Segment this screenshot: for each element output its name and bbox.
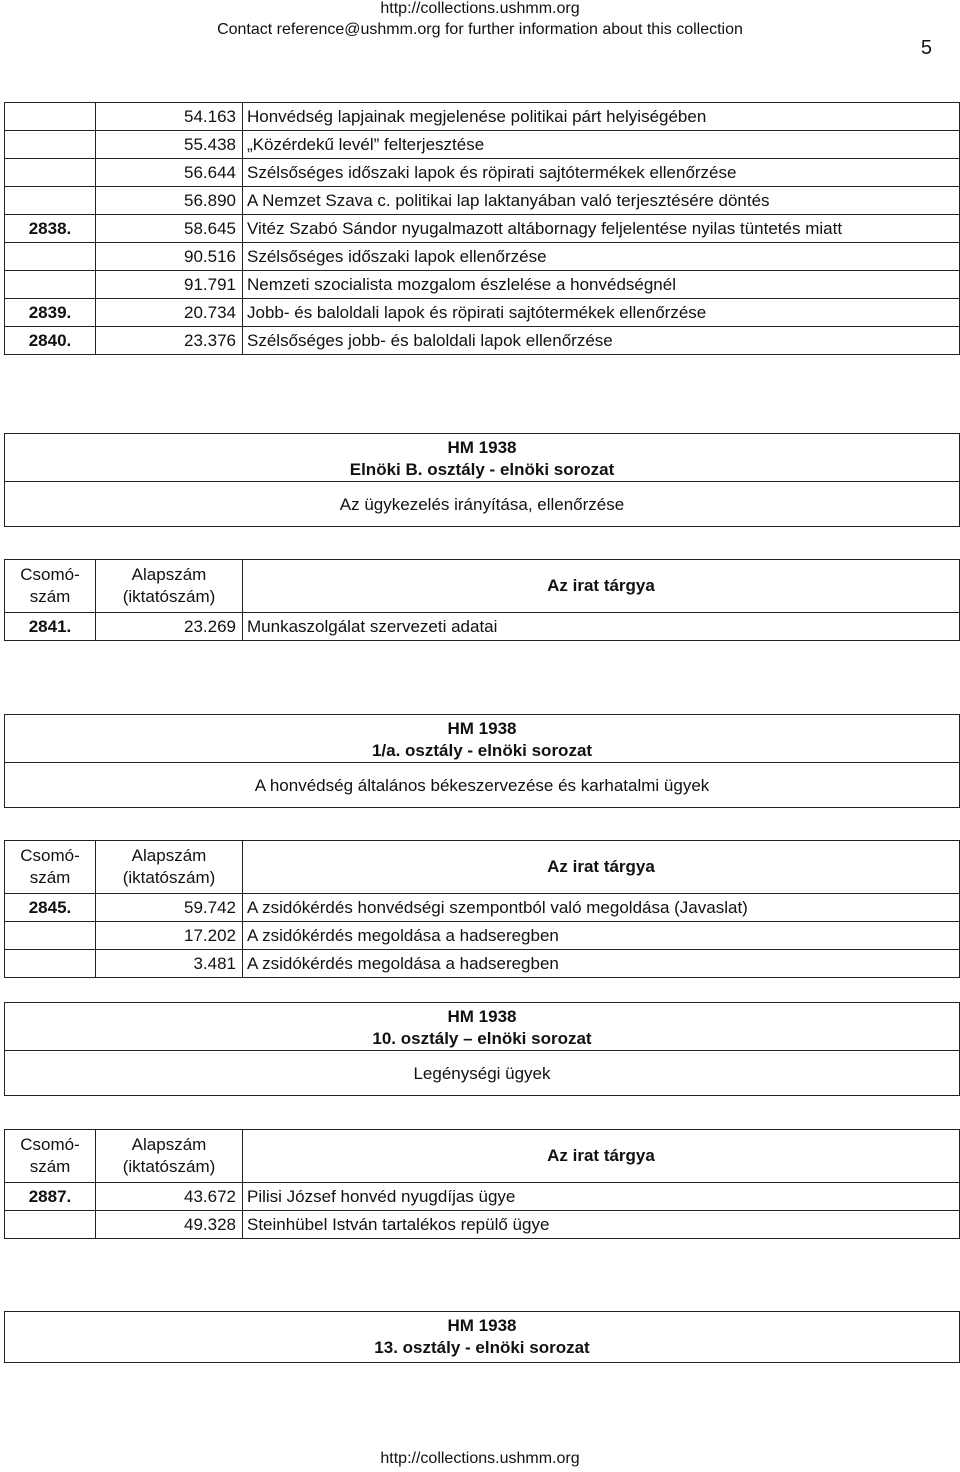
alapszam-cell: 56.890 [96, 187, 243, 215]
col-header-alapszam [96, 841, 243, 894]
col-header-text: Csomó- [20, 1135, 80, 1154]
table-records-3 [4, 840, 960, 978]
csomoszam-cell [5, 187, 96, 215]
table-row [5, 327, 960, 355]
table-records-2 [4, 559, 960, 641]
col-header-targy: Az irat tárgya [243, 1130, 960, 1183]
alapszam-cell: 91.791 [96, 271, 243, 299]
section-header-elnoki-b [4, 433, 960, 527]
alapszam-cell: 90.516 [96, 243, 243, 271]
targy-cell: Nemzeti szocialista mozgalom észlelése a honvédségnél [243, 271, 960, 299]
col-header-text: Alapszám [131, 1135, 207, 1154]
alapszam-cell: 58.645 [96, 215, 243, 243]
col-header-csomoszam [5, 560, 96, 613]
header-row [5, 1130, 960, 1183]
table-body [5, 894, 960, 978]
alapszam-cell: 23.269 [96, 613, 243, 641]
table-row [5, 950, 960, 978]
targy-cell: Szélsőséges időszaki lapok ellenőrzése [243, 243, 960, 271]
alapszam-cell: 54.163 [96, 103, 243, 131]
table-records-4 [4, 1129, 960, 1239]
targy-cell: Vitéz Szabó Sándor nyugalmazott altábornagy feljelentése nyilas tüntetés miatt [243, 215, 960, 243]
csomoszam-cell: 2841. [5, 613, 96, 641]
table-row [5, 1183, 960, 1211]
col-header-text: szám [29, 1157, 71, 1176]
csomoszam-cell [5, 103, 96, 131]
targy-cell: Szélsőséges időszaki lapok és röpirati sajtótermékek ellenőrzése [243, 159, 960, 187]
targy-cell: Pilisi József honvéd nyugdíjas ügye [243, 1183, 960, 1211]
col-header-text: (iktatószám) [122, 587, 216, 606]
section-header-1a [4, 714, 960, 808]
targy-cell: A zsidókérdés honvédségi szempontból való megoldása (Javaslat) [243, 894, 960, 922]
section-title-line1: HM 1938 [447, 719, 517, 738]
csomoszam-cell: 2845. [5, 894, 96, 922]
csomoszam-cell: 2839. [5, 299, 96, 327]
table-body [5, 103, 960, 355]
targy-cell: Szélsőséges jobb- és baloldali lapok ellenőrzése [243, 327, 960, 355]
alapszam-cell: 23.376 [96, 327, 243, 355]
table-row [5, 243, 960, 271]
alapszam-cell: 43.672 [96, 1183, 243, 1211]
col-header-csomoszam [5, 1130, 96, 1183]
table-header [5, 841, 960, 894]
col-header-text: Alapszám [131, 565, 207, 584]
table-row [5, 131, 960, 159]
table-row [5, 922, 960, 950]
col-header-text: (iktatószám) [122, 868, 216, 887]
csomoszam-cell [5, 922, 96, 950]
footer-url[interactable]: http://collections.ushmm.org [380, 1450, 580, 1467]
table-row [5, 215, 960, 243]
col-header-text: Csomó- [20, 846, 80, 865]
alapszam-cell: 20.734 [96, 299, 243, 327]
col-header-text: szám [29, 868, 71, 887]
header-url[interactable]: http://collections.ushmm.org [380, 0, 580, 17]
section-header-13 [4, 1311, 960, 1363]
page-number: 5 [920, 37, 932, 59]
targy-cell: Steinhübel István tartalékos repülő ügye [243, 1211, 960, 1239]
csomoszam-cell [5, 950, 96, 978]
section-subtitle: A honvédség általános békeszervezése és karhatalmi ügyek [5, 762, 959, 807]
csomoszam-cell [5, 159, 96, 187]
csomoszam-cell [5, 243, 96, 271]
csomoszam-cell [5, 1211, 96, 1239]
table-row [5, 159, 960, 187]
header-row [5, 841, 960, 894]
csomoszam-cell: 2840. [5, 327, 96, 355]
section-title-line2: Elnöki B. osztály - elnöki sorozat [349, 460, 615, 479]
section-title-line1: HM 1938 [447, 438, 517, 457]
alapszam-cell: 3.481 [96, 950, 243, 978]
header-contact: Contact reference@ushmm.org for further information about this collection [217, 21, 743, 38]
col-header-targy: Az irat tárgya [243, 841, 960, 894]
col-header-text: (iktatószám) [122, 1157, 216, 1176]
csomoszam-cell [5, 131, 96, 159]
section-title-line2: 1/a. osztály - elnöki sorozat [371, 741, 593, 760]
csomoszam-cell: 2838. [5, 215, 96, 243]
header-row [5, 560, 960, 613]
targy-cell: „Közérdekű levél” felterjesztése [243, 131, 960, 159]
csomoszam-cell: 2887. [5, 1183, 96, 1211]
targy-cell: A zsidókérdés megoldása a hadseregben [243, 950, 960, 978]
section-title-line1: HM 1938 [447, 1007, 517, 1026]
section-title-line2: 10. osztály – elnöki sorozat [372, 1029, 592, 1048]
col-header-targy: Az irat tárgya [243, 560, 960, 613]
csomoszam-cell [5, 271, 96, 299]
alapszam-cell: 49.328 [96, 1211, 243, 1239]
table-records-1 [4, 102, 960, 355]
col-header-text: Alapszám [131, 846, 207, 865]
col-header-text: Csomó- [20, 565, 80, 584]
col-header-alapszam [96, 1130, 243, 1183]
col-header-alapszam [96, 560, 243, 613]
section-title-line1: HM 1938 [447, 1316, 517, 1335]
alapszam-cell: 56.644 [96, 159, 243, 187]
table-row [5, 613, 960, 641]
table-row [5, 271, 960, 299]
table-row [5, 103, 960, 131]
section-header-10 [4, 1002, 960, 1096]
section-title-line2: 13. osztály - elnöki sorozat [374, 1338, 590, 1357]
alapszam-cell: 59.742 [96, 894, 243, 922]
alapszam-cell: 17.202 [96, 922, 243, 950]
table-body [5, 613, 960, 641]
table-row [5, 894, 960, 922]
alapszam-cell: 55.438 [96, 131, 243, 159]
table-row [5, 299, 960, 327]
section-subtitle: Legénységi ügyek [5, 1050, 959, 1095]
section-subtitle: Az ügykezelés irányítása, ellenőrzése [5, 481, 959, 526]
table-body [5, 1183, 960, 1239]
table-row [5, 1211, 960, 1239]
targy-cell: A Nemzet Szava c. politikai lap laktanyában való terjesztésére döntés [243, 187, 960, 215]
targy-cell: Munkaszolgálat szervezeti adatai [243, 613, 960, 641]
table-header [5, 560, 960, 613]
targy-cell: Jobb- és baloldali lapok és röpirati sajtótermékek ellenőrzése [243, 299, 960, 327]
col-header-csomoszam [5, 841, 96, 894]
targy-cell: Honvédség lapjainak megjelenése politikai párt helyiségében [243, 103, 960, 131]
table-row [5, 187, 960, 215]
table-header [5, 1130, 960, 1183]
targy-cell: A zsidókérdés megoldása a hadseregben [243, 922, 960, 950]
col-header-text: szám [29, 587, 71, 606]
